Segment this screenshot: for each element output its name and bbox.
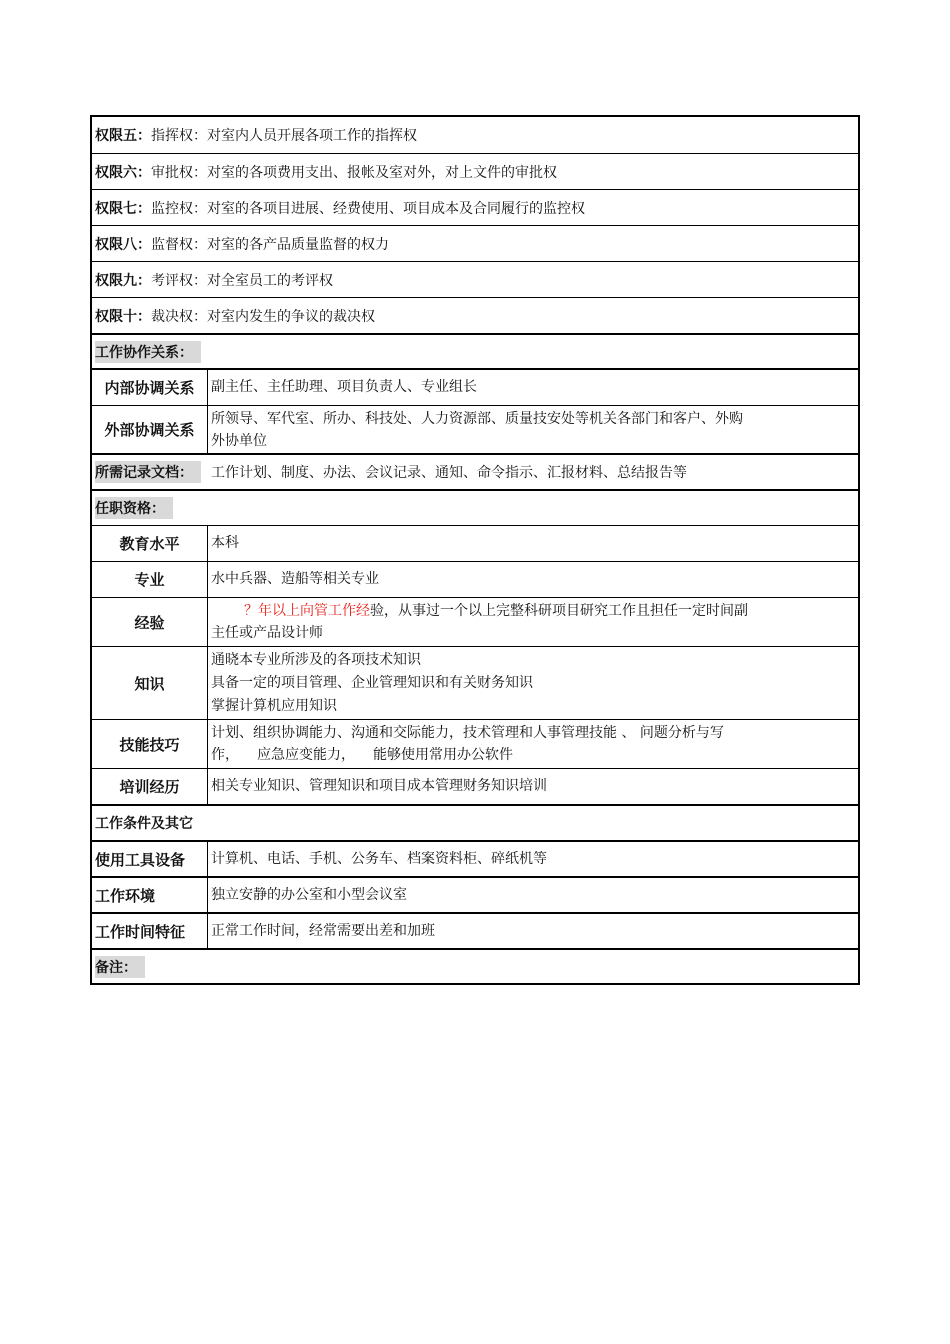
experience-years: ？年以上向管工作经 xyxy=(244,603,370,619)
power-label: 权限六： xyxy=(95,164,151,181)
tools-label: 使用工具设备 xyxy=(92,842,208,876)
job-description-table xyxy=(90,115,860,985)
environment-value: 独立安静的办公室和小型会议室 xyxy=(211,886,407,903)
external-collab-line: 所领导、军代室、所办、科技处、人力资源部、质量技安处等机关各部门和客户、外购 xyxy=(211,410,743,427)
power-row-9 xyxy=(92,261,858,297)
power-row-10 xyxy=(92,297,858,333)
skills-text: 应急应变能力， xyxy=(257,747,355,763)
power-label: 权限十： xyxy=(95,308,151,325)
environment-label: 工作环境 xyxy=(92,878,208,912)
internal-collab-value: 副主任、主任助理、项目负责人、专业组长 xyxy=(211,379,477,395)
knowledge-item: 掌握计算机应用知识 xyxy=(211,697,337,714)
environment-row xyxy=(92,876,858,912)
internal-collab-label: 内部协调关系 xyxy=(92,370,208,405)
work-time-value: 正常工作时间，经常需要出差和加班 xyxy=(211,922,435,939)
internal-collab-row xyxy=(92,368,858,405)
power-text: 指挥权：对室内人员开展各项工作的指挥权 xyxy=(151,128,417,144)
experience-text: 主任或产品设计师 xyxy=(211,625,323,641)
work-time-row xyxy=(92,912,858,948)
power-text: 考评权：对全室员工的考评权 xyxy=(151,272,333,289)
skills-text: 计划、组织协调能力、沟通和交际能力，技术管理和人事管理技能 、 问题分析与写 xyxy=(211,725,724,741)
education-row xyxy=(92,525,858,561)
conditions-header: 工作条件及其它 xyxy=(95,816,193,832)
tools-row xyxy=(92,840,858,876)
skills-label: 技能技巧 xyxy=(92,720,208,768)
knowledge-row xyxy=(92,646,858,719)
training-value: 相关专业知识、管理知识和项目成本管理财务知识培训 xyxy=(211,778,547,794)
external-collab-label: 外部协调关系 xyxy=(92,406,208,453)
records-row xyxy=(92,453,858,489)
power-label: 权限八： xyxy=(95,236,151,253)
experience-row xyxy=(92,597,858,646)
knowledge-item: 具备一定的项目管理、企业管理知识和有关财务知识 xyxy=(211,674,533,691)
qualification-header: 任职资格： xyxy=(95,497,173,519)
power-label: 权限九： xyxy=(95,272,151,289)
power-row-8 xyxy=(92,225,858,261)
power-text: 审批权：对室的各项费用支出、报帐及室对外，对上文件的审批权 xyxy=(151,164,557,181)
skills-text: 能够使用常用办公软件 xyxy=(373,747,513,763)
training-row xyxy=(92,768,858,804)
knowledge-label: 知识 xyxy=(92,647,208,719)
education-value: 本科 xyxy=(211,535,239,551)
external-collab-line: 外协单位 xyxy=(211,432,267,449)
major-label: 专业 xyxy=(92,562,208,597)
work-time-label: 工作时间特征 xyxy=(92,914,208,948)
remarks-label: 备注： xyxy=(95,956,145,978)
records-value: 工作计划、制度、办法、会议记录、通知、命令指示、汇报材料、总结报告等 xyxy=(211,465,687,481)
skills-row xyxy=(92,719,858,768)
knowledge-item: 通晓本专业所涉及的各项技术知识 xyxy=(211,651,421,668)
major-value: 水中兵器、造船等相关专业 xyxy=(211,571,379,587)
training-label: 培训经历 xyxy=(92,769,208,804)
remarks-row xyxy=(92,948,858,983)
skills-text: 作， xyxy=(211,747,239,763)
qualification-header-row xyxy=(92,489,858,525)
records-label: 所需记录文档： xyxy=(95,461,201,483)
experience-label: 经验 xyxy=(92,598,208,646)
power-text: 裁决权：对室内发生的争议的裁决权 xyxy=(151,308,375,325)
education-label: 教育水平 xyxy=(92,526,208,561)
power-label: 权限七： xyxy=(95,200,151,217)
power-text: 监控权：对室的各项目进展、经费使用、项目成本及合同履行的监控权 xyxy=(151,200,585,217)
tools-value: 计算机、电话、手机、公务车、档案资料柜、碎纸机等 xyxy=(211,850,547,867)
power-label: 权限五： xyxy=(95,128,151,144)
power-row-7 xyxy=(92,189,858,225)
power-row-6 xyxy=(92,153,858,189)
external-collab-row xyxy=(92,405,858,453)
collab-header: 工作协作关系： xyxy=(95,341,201,363)
collab-header-row xyxy=(92,333,858,368)
major-row xyxy=(92,561,858,597)
power-text: 监督权：对室的各产品质量监督的权力 xyxy=(151,236,389,253)
conditions-header-row xyxy=(92,804,858,840)
experience-text: 验，从事过一个以上完整科研项目研究工作且担任一定时间副 xyxy=(370,603,748,619)
power-row-5 xyxy=(92,117,858,153)
